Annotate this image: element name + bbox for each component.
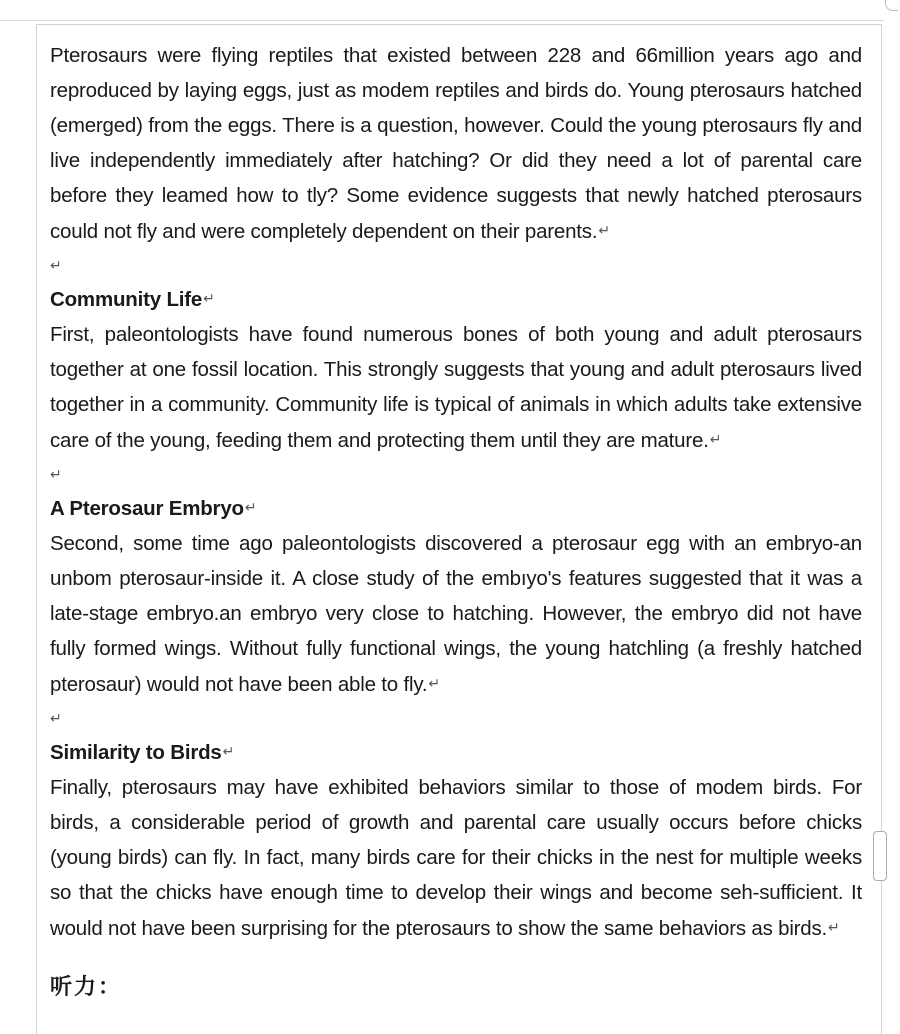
section-text: Finally, pterosaurs may have exhibited behaviors similar to those of modem birds. For birds, a considerable period of growth and parental care usually occurs before chicks (young birds) can fly. In fact, many birds care for their chicks in the nest for multiple weeks so that the chicks have enough time to develop their wings and become seh-sufficient. It would not have been surprising for the pterosaurs to show the same behaviors as birds. bbox=[50, 776, 862, 940]
paragraph-mark: ↵ bbox=[222, 743, 235, 759]
section-heading-community-life bbox=[50, 281, 862, 317]
paragraph-mark: ↵ bbox=[244, 499, 257, 515]
paragraph-mark: ↵ bbox=[50, 710, 62, 726]
section-paragraph-community-life bbox=[50, 317, 862, 458]
intro-paragraph bbox=[50, 38, 862, 249]
paragraph-mark: ↵ bbox=[203, 290, 215, 306]
empty-paragraph bbox=[50, 458, 862, 490]
section-paragraph-pterosaur-embryo bbox=[50, 526, 862, 702]
heading-text: Similarity to Birds bbox=[50, 741, 222, 764]
paragraph-mark: ↵ bbox=[50, 466, 62, 482]
section-text: First, paleontologists have found numerous bones of both young and adult pterosaurs together at one fossil location. This strongly suggests that young and adult pterosaurs lived together in a community. Community life is typical of animals in which adults take extensive care of the young, feeding them and protecting them until they are mature. bbox=[50, 323, 862, 452]
paragraph-mark: ↵ bbox=[50, 257, 62, 273]
top-border-line bbox=[0, 20, 884, 21]
section-heading-pterosaur-embryo bbox=[50, 490, 862, 526]
empty-paragraph bbox=[50, 249, 862, 281]
intro-text: Pterosaurs were flying reptiles that existed between 228 and 66million years ago and reproduced by laying eggs, just as modem reptiles and birds do. Young pterosaurs hatched (emerged) from the eggs. There is a question, however. Could the young pterosaurs fly and live independently immediately after hatching? Or did they need a lot of parental care before they leamed how to tly? Some evidence suggests that newly hatched pterosaurs could not fly and were completely dependent on their parents. bbox=[50, 44, 862, 243]
paragraph-mark: ↵ bbox=[598, 222, 610, 238]
document-body bbox=[50, 38, 862, 1005]
side-comment-handle[interactable] bbox=[873, 831, 887, 881]
listening-label: 听力： bbox=[50, 974, 123, 1000]
heading-text: A Pterosaur Embryo bbox=[50, 497, 244, 520]
section-paragraph-similarity-to-birds bbox=[50, 770, 862, 946]
paragraph-mark: ↵ bbox=[428, 675, 440, 691]
heading-text: Community Life bbox=[50, 288, 203, 311]
paragraph-mark: ↵ bbox=[709, 431, 722, 447]
section-heading-similarity-to-birds bbox=[50, 734, 862, 770]
corner-marker bbox=[885, 0, 898, 11]
empty-paragraph bbox=[50, 702, 862, 734]
paragraph-mark: ↵ bbox=[828, 919, 840, 935]
section-text: Second, some time ago paleontologists discovered a pterosaur egg with an embryo-an unbom pterosaur-inside it. A close study of the embıyo's features suggested that it was a late-stage embryo.an embryo very close to hatching. However, the embryo did not have fully formed wings. Without fully functional wings, the young hatchling (a freshly hatched pterosaur) would not have been able to fly. bbox=[50, 532, 862, 696]
